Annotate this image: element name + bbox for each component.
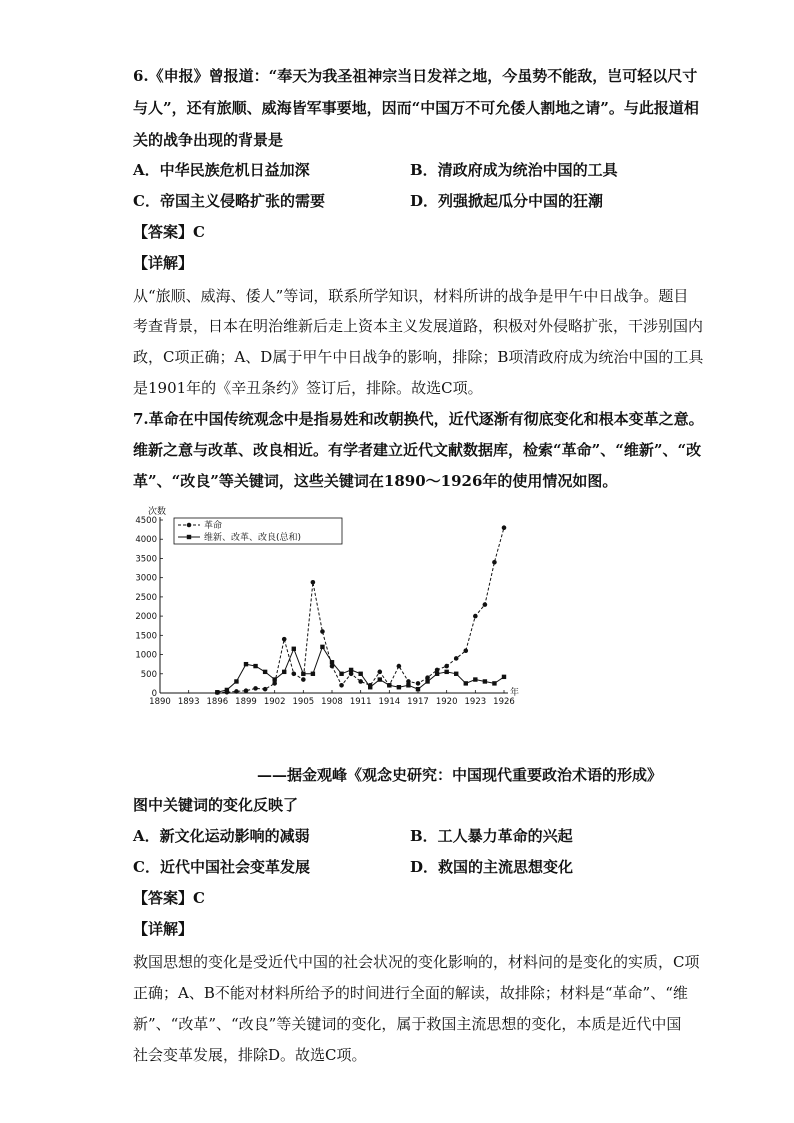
q6-stem-line-1: 6.《申报》曾报道：“奉天为我圣祖神宗当日发祥之地，今虽势不能敌，岂可轻以尺寸: [133, 67, 698, 85]
q7-detail-label: 【详解】: [133, 920, 194, 938]
point-weixin-gaige: [282, 670, 286, 674]
point-geming: [320, 629, 325, 634]
q6-detail-line-4: 是1901年的《辛丑条约》签订后，排除。故选C项。: [133, 379, 483, 397]
point-geming: [444, 664, 449, 669]
point-weixin-gaige: [464, 681, 468, 685]
legend-label-2: 维新、改革、改良(总和): [204, 533, 302, 543]
point-weixin-gaige: [349, 668, 353, 672]
chart-legend: [174, 518, 342, 544]
point-weixin-gaige: [492, 681, 496, 685]
point-geming: [397, 664, 402, 669]
y-tick-label: 3500: [135, 554, 157, 565]
point-weixin-gaige: [483, 679, 487, 683]
y-tick-label: 4500: [135, 516, 157, 526]
point-geming: [234, 689, 239, 694]
point-geming: [435, 668, 440, 673]
q6-answer: 【答案】C: [133, 223, 205, 241]
q7-detail-line-4: 社会变革发展，排除D。故选C项。: [133, 1046, 367, 1064]
x-tick-label: 1923: [464, 697, 487, 707]
keyword-usage-chart: [130, 505, 530, 710]
point-weixin-gaige: [225, 688, 229, 692]
point-weixin-gaige: [234, 679, 238, 683]
y-axis-label: 次数: [148, 507, 167, 517]
point-geming: [416, 681, 421, 686]
x-tick-label: 1899: [235, 697, 257, 707]
q7-answer: 【答案】C: [133, 889, 205, 907]
y-tick-label: 4000: [135, 535, 157, 546]
point-geming: [473, 614, 478, 619]
chart-markers: [215, 525, 506, 695]
legend-marker-square: [187, 535, 191, 539]
q6-option-a: A．中华民族危机日益加深: [133, 161, 310, 179]
x-tick-label: 1926: [493, 697, 515, 707]
point-weixin-gaige: [435, 672, 439, 676]
x-tick-label: 1908: [321, 697, 343, 707]
point-weixin-gaige: [454, 672, 458, 676]
point-weixin-gaige: [272, 677, 276, 681]
y-tick-label: 2500: [135, 592, 157, 603]
chart-series-lines: [217, 528, 504, 693]
point-geming: [406, 679, 411, 684]
point-geming: [253, 686, 258, 691]
x-tick-label: 1911: [349, 697, 372, 707]
x-tick-label: 1905: [292, 697, 315, 707]
point-geming: [311, 580, 316, 585]
q7-option-c: C．近代中国社会变革发展: [133, 858, 310, 876]
point-weixin-gaige: [358, 672, 362, 676]
point-geming: [377, 670, 382, 675]
q6-detail-line-1: 从“旅顺、威海、倭人”等词，联系所学知识，材料所讲的战争是甲午中日战争。题目: [133, 287, 689, 305]
y-tick-label: 1000: [135, 650, 157, 661]
point-geming: [282, 637, 287, 642]
point-weixin-gaige: [387, 683, 391, 687]
q6-stem-line-2: 与人”，还有旅顺、威海皆军事要地，因而“中国万不可允倭人割地之请”。与此报道相: [133, 99, 699, 117]
y-tick-label: 1500: [135, 631, 157, 642]
x-tick-label: 1896: [206, 697, 229, 707]
point-weixin-gaige: [330, 660, 334, 664]
point-weixin-gaige: [339, 672, 343, 676]
series-line-1: [217, 528, 504, 693]
q7-detail-line-1: 救国思想的变化是受近代中国的社会状况的变化影响的，材料问的是变化的实质，C项: [133, 953, 700, 971]
point-geming: [272, 681, 277, 686]
point-weixin-gaige: [473, 677, 477, 681]
point-geming: [502, 525, 507, 530]
x-tick-label: 1917: [407, 697, 429, 707]
point-geming: [263, 687, 268, 692]
point-geming: [463, 648, 468, 653]
y-tick-label: 3000: [135, 573, 157, 584]
q6-option-d: D．列强掀起瓜分中国的狂潮: [410, 192, 604, 210]
point-weixin-gaige: [416, 687, 420, 691]
chart-ticks: [135, 516, 514, 707]
point-weixin-gaige: [378, 677, 382, 681]
point-weixin-gaige: [406, 683, 410, 687]
q7-detail-line-2: 正确；A、B不能对材料所给予的时间进行全面的解读，故排除；材料是“革命”、“维: [133, 984, 688, 1002]
point-weixin-gaige: [301, 672, 305, 676]
q6-option-b: B．清政府成为统治中国的工具: [410, 161, 618, 179]
point-weixin-gaige: [215, 690, 219, 694]
q7-detail-line-3: 新”、“改革”、“改良”等关键词的变化，属于救国主流思想的变化，本质是近代中国: [133, 1015, 682, 1033]
point-geming: [349, 671, 354, 676]
q6-detail-line-3: 政，C项正确；A、D属于甲午中日战争的影响，排除；B项清政府成为统治中国的工具: [133, 348, 704, 366]
point-weixin-gaige: [253, 664, 257, 668]
q7-source: ——据金观峰《观念史研究：中国现代重要政治术语的形成》: [256, 766, 662, 784]
q6-detail-label: 【详解】: [133, 254, 194, 272]
point-geming: [330, 664, 335, 669]
x-tick-label: 1893: [177, 697, 200, 707]
q7-stem-line-1: 7.革命在中国传统观念中是指易姓和改朝换代，近代逐渐有彻底变化和根本变革之意。: [133, 410, 704, 428]
point-geming: [301, 677, 306, 682]
point-weixin-gaige: [244, 662, 248, 666]
x-tick-label: 1914: [378, 697, 401, 707]
point-weixin-gaige: [397, 685, 401, 689]
point-weixin-gaige: [292, 647, 296, 651]
point-geming: [339, 683, 344, 688]
x-tick-label: 1890: [149, 697, 171, 707]
point-weixin-gaige: [368, 685, 372, 689]
point-weixin-gaige: [425, 679, 429, 683]
point-weixin-gaige: [311, 672, 315, 676]
point-geming: [358, 679, 363, 684]
x-axis-label: 年: [510, 688, 520, 698]
legend-label-1: 革命: [204, 521, 223, 531]
point-geming: [492, 560, 497, 565]
y-tick-label: 500: [140, 669, 157, 680]
q7-option-b: B．工人暴力革命的兴起: [410, 827, 573, 845]
q6-option-c: C．帝国主义侵略扩张的需要: [133, 192, 325, 210]
x-tick-label: 1902: [263, 697, 286, 707]
point-weixin-gaige: [263, 670, 267, 674]
q7-question: 图中关键词的变化反映了: [133, 796, 299, 814]
legend-marker-circle: [187, 523, 192, 528]
point-weixin-gaige: [502, 675, 506, 679]
point-weixin-gaige: [320, 645, 324, 649]
q7-option-a: A．新文化运动影响的减弱: [133, 827, 310, 845]
q7-option-d: D．救国的主流思想变化: [410, 858, 574, 876]
point-weixin-gaige: [444, 670, 448, 674]
q7-stem-line-3: 革”、“改良”等关键词，这些关键词在1890～1926年的使用情况如图。: [133, 472, 618, 490]
y-tick-label: 0: [151, 689, 157, 699]
q7-stem-line-2: 维新之意与改革、改良相近。有学者建立近代文献数据库，检索“革命”、“维新”、“改: [133, 441, 702, 459]
series-line-2: [217, 647, 504, 692]
q6-stem-line-3: 关的战争出现的背景是: [133, 131, 284, 149]
point-geming: [483, 602, 488, 607]
point-geming: [425, 675, 430, 680]
x-tick-label: 1920: [435, 697, 458, 707]
point-geming: [244, 688, 249, 693]
y-tick-label: 2000: [135, 612, 157, 623]
point-geming: [291, 671, 296, 676]
q6-detail-line-2: 考查背景，日本在明治维新后走上资本主义发展道路，积极对外侵略扩张，干涉别国内: [133, 317, 704, 335]
point-geming: [454, 656, 459, 661]
